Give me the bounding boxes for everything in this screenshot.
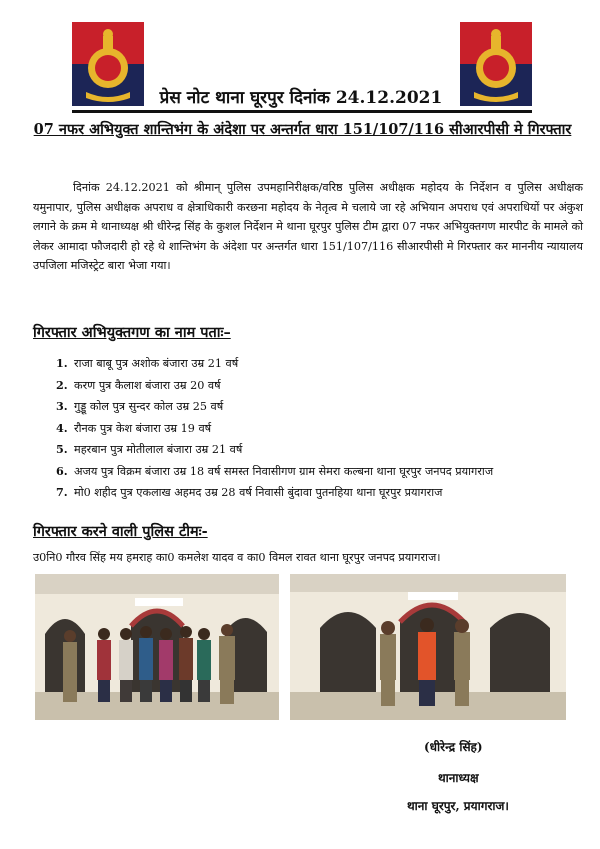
- item-number: 7.: [56, 485, 68, 499]
- team-members: उ0नि0 गौरव सिंह मय हमराह का0 कमलेश यादव व का0 विमल रावत थाना घूरपुर जनपद प्रयागराज।: [33, 551, 441, 564]
- item-text: मो0 शहीद पुत्र एकलाख अहमद उम्र 28 वर्ष निवासी बुंदावा पुतनहिया थाना घूरपुर प्रयागराज: [74, 486, 443, 499]
- item-text: राजा बाबू पुत्र अशोक बंजारा उम्र 21 वर्ष: [74, 357, 239, 370]
- item-text: महरबान पुत्र मोतीलाल बंजारा उम्र 21 वर्ष: [74, 443, 243, 456]
- item-text: गुड्डू कोल पुत्र सुन्दर कोल उम्र 25 वर्ष: [74, 400, 224, 413]
- list-item: [56, 375, 493, 397]
- item-text: रौनक पुत्र केश बंजारा उम्र 19 वर्ष: [74, 421, 212, 435]
- accused-list: [56, 353, 493, 504]
- list-item: [56, 396, 493, 418]
- team-section-title: गिरफ्तार करने वाली पुलिस टीमः-: [33, 523, 208, 540]
- item-number: 5.: [56, 442, 68, 456]
- item-text: करण पुत्र कैलाश बंजारा उम्र 20 वर्ष: [74, 378, 221, 392]
- up-police-emblem-icon: [72, 22, 144, 106]
- item-number: 2.: [56, 377, 68, 392]
- press-note-title: प्रेस नोट थाना घूरपुर दिनांक 24.12.2021: [159, 88, 443, 108]
- list-item: [56, 482, 493, 504]
- item-text: अजय पुत्र विक्रम बंजारा उम्र 18 वर्ष समस्त निवासीगण ग्राम सेमरा कल्बना थाना घूरपुर जनपद प्रयागराज: [74, 464, 494, 478]
- up-police-emblem-right: [460, 22, 532, 106]
- up-police-emblem-icon: [460, 22, 532, 106]
- signatory-name: (धीरेन्द्र सिंह): [424, 740, 483, 754]
- signatory-station: थाना घूरपुर, प्रयागराज।: [407, 799, 509, 813]
- item-number: 4.: [56, 420, 68, 435]
- list-item: [56, 353, 493, 375]
- list-item: [56, 439, 493, 461]
- headline-text: 07 नफर अभियुक्त शान्तिभंग के अंदेशा पर अन्तर्गत धारा 151/107/116 सीआरपीसी मे गिरफ्तार: [33, 121, 572, 138]
- item-number: 6.: [56, 463, 68, 478]
- list-item: [56, 461, 493, 483]
- headline: [25, 118, 580, 142]
- item-number: 1.: [56, 356, 68, 370]
- accused-section-title: गिरफ्तार अभियुक्तगण का नाम पताः–: [33, 324, 231, 341]
- item-number: 3.: [56, 399, 68, 413]
- body-paragraph: दिनांक 24.12.2021 को श्रीमान् पुलिस उपमहानिरीक्षक/वरिष्ठ पुलिस अधीक्षक महोदय के निर्देशन व पुलिस अधीक्षक यमुनापार, पुलिस अधीक्षक अपराध व क्षेत्राधिकारी करछना महोदय के नेतृत्व मे चलाये जा रहे अभियान अपराध एवं अपराधियों पर अंकुश लगाने के क्रम मे थानाध्यक्ष श्री धीरेन्द्र सिंह के कुशल निर्देशन मे थाना घूरपुर पुलिस टीम द्वारा 07 नफर अभियुक्तगण मारपीट के मामले को लेकर आमादा फौजदारी हो रहे थे शान्तिभंग के अंदेशा पर अन्तर्गत धारा 151/107/116 सीआरपीसी मे गिरफ्तार कर माननीय न्यायालय उपजिला मजिस्ट्रेट बारा भेजा गया।: [33, 181, 583, 273]
- arrest-photo-group: [35, 574, 279, 720]
- up-police-emblem-left: [72, 22, 144, 106]
- arrest-photo-single: [290, 574, 566, 720]
- list-item: [56, 418, 493, 440]
- signatory-designation: थानाध्यक्ष: [438, 771, 479, 785]
- header-divider: [72, 110, 532, 113]
